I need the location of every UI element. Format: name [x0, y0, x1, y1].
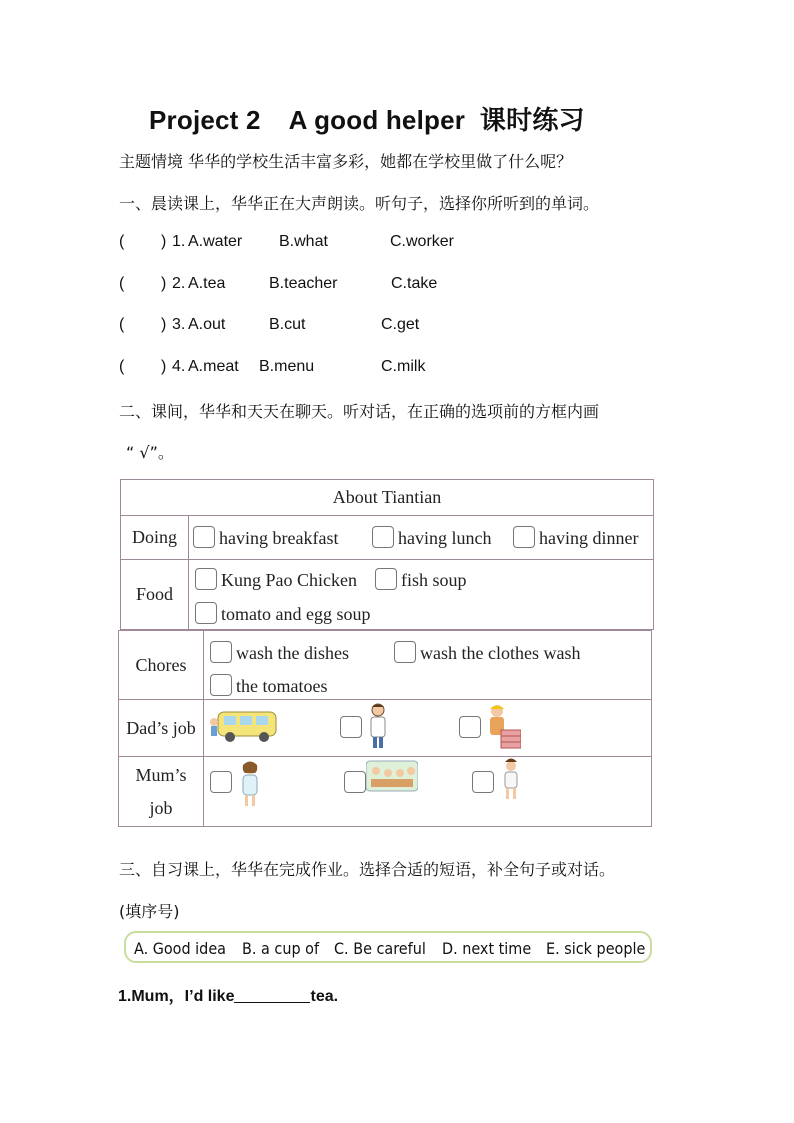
question-number: 4.: [172, 358, 186, 375]
option-a[interactable]: A.tea: [188, 275, 226, 292]
answer-blank[interactable]: [234, 988, 310, 1003]
checkbox[interactable]: [459, 716, 481, 738]
chores-options: [204, 631, 652, 700]
option-a[interactable]: A.meat: [188, 358, 239, 375]
about-tiantian-table-top: [120, 479, 654, 630]
option-c[interactable]: C.take: [391, 275, 438, 292]
option-having-breakfast[interactable]: [193, 526, 338, 549]
about-tiantian-table-bottom: [118, 630, 652, 827]
option-b[interactable]: B.teacher: [269, 275, 338, 292]
row-label-mum-job: [119, 757, 204, 827]
paren-close: ): [161, 316, 167, 333]
mum-job-options: [204, 757, 652, 827]
option-having-lunch[interactable]: [372, 526, 491, 549]
teacher-classroom-icon: [366, 759, 418, 795]
phrase-a: A. Good idea: [134, 939, 226, 958]
paren-close: ): [161, 358, 167, 375]
option-label: having dinner: [539, 528, 639, 548]
row-label-doing: Doing: [121, 516, 189, 560]
option-label: having breakfast: [219, 528, 339, 548]
option-having-dinner[interactable]: [513, 526, 638, 549]
phrase-bank: [124, 931, 652, 963]
mum-job-option-cook[interactable]: [472, 771, 498, 794]
mum-label-line1: Mum’s: [135, 764, 187, 785]
option-label: having lunch: [398, 528, 492, 548]
row-label-dad-job: Dad’s job: [119, 700, 204, 757]
option-a[interactable]: A.out: [188, 316, 226, 333]
question-1: [119, 233, 519, 253]
phrase-d: D. next time: [442, 939, 532, 958]
option-wash-tomatoes[interactable]: [210, 674, 327, 697]
mum-job-option-teacher[interactable]: [344, 771, 370, 794]
food-options: [189, 560, 654, 630]
section3-heading: 三、自习课上，华华在完成作业。选择合适的短语，补全句子或对话。: [119, 860, 616, 879]
paren-close: ): [161, 233, 167, 250]
option-c[interactable]: C.milk: [381, 358, 426, 375]
checkbox[interactable]: [375, 568, 397, 590]
checkbox[interactable]: [210, 641, 232, 663]
worker-icon: [485, 702, 521, 750]
checkbox[interactable]: [340, 716, 362, 738]
section3-note: (填序号): [119, 902, 180, 921]
page-title: [149, 100, 585, 137]
question-4: [119, 358, 519, 378]
phrase-c: C. Be careful: [334, 939, 426, 958]
option-kung-pao-chicken[interactable]: [195, 568, 357, 591]
option-label: wash the clothes wash: [420, 643, 581, 663]
option-label: wash the dishes: [236, 643, 349, 663]
phrase-e: E. sick people: [546, 939, 646, 958]
row-label-food: Food: [121, 560, 189, 630]
paren-open: (: [119, 358, 125, 375]
option-tomato-egg-soup[interactable]: [195, 602, 370, 625]
title-topic: A good helper: [288, 105, 466, 135]
row-label-chores: Chores: [119, 631, 204, 700]
mum-label-line2: job: [149, 797, 173, 818]
doing-options: [189, 516, 654, 560]
checkbox[interactable]: [513, 526, 535, 548]
dad-job-options: [204, 700, 652, 757]
question-number: 1.: [172, 233, 186, 250]
section2-heading-check: “ √”。: [126, 443, 174, 462]
checkbox[interactable]: [394, 641, 416, 663]
question-3: [119, 316, 519, 336]
title-project: Project 2: [149, 105, 261, 135]
dad-job-option-doctor[interactable]: [340, 716, 366, 739]
bus-driver-icon: [210, 708, 282, 744]
cook-icon: [500, 757, 522, 801]
paren-open: (: [119, 316, 125, 333]
option-label: fish soup: [401, 570, 467, 590]
option-c[interactable]: C.worker: [390, 233, 455, 250]
title-cn: 课时练习: [479, 106, 585, 136]
option-b[interactable]: B.cut: [269, 316, 306, 333]
checkbox[interactable]: [195, 568, 217, 590]
option-label: Kung Pao Chicken: [221, 570, 357, 590]
section2-heading: 二、课间，华华和天天在聊天。听对话，在正确的选项前的方框内画: [119, 402, 600, 421]
paren-open: (: [119, 233, 125, 250]
paren-close: ): [161, 275, 167, 292]
nurse-icon: [238, 759, 266, 809]
option-label: the tomatoes: [236, 676, 328, 696]
checkbox[interactable]: [210, 674, 232, 696]
paren-open: (: [119, 275, 125, 292]
question-2: [119, 275, 519, 295]
question-1-suffix: tea.: [310, 988, 339, 1005]
option-b[interactable]: B.what: [279, 233, 328, 250]
checkbox[interactable]: [210, 771, 232, 793]
checkbox[interactable]: [372, 526, 394, 548]
checkbox[interactable]: [193, 526, 215, 548]
doctor-icon: [366, 702, 390, 750]
option-wash-clothes[interactable]: [394, 641, 580, 664]
checkbox[interactable]: [344, 771, 366, 793]
checkbox[interactable]: [472, 771, 494, 793]
section1-heading: 一、晨读课上，华华正在大声朗读。听句子，选择你所听到的单词。: [119, 194, 600, 213]
option-wash-dishes[interactable]: [210, 641, 349, 664]
fill-question-1: [118, 983, 338, 1006]
option-c[interactable]: C.get: [381, 316, 420, 333]
option-b[interactable]: B.menu: [259, 358, 315, 375]
dad-job-option-worker[interactable]: [459, 716, 485, 739]
question-number: 2.: [172, 275, 186, 292]
table-title: About Tiantian: [121, 480, 654, 516]
option-fish-soup[interactable]: [375, 568, 467, 591]
intro-text: 主题情境 华华的学校生活丰富多彩，她都在学校里做了什么呢？: [119, 152, 573, 171]
mum-job-option-nurse[interactable]: [210, 771, 236, 794]
question-number: 3.: [172, 316, 186, 333]
phrase-b: B. a cup of: [242, 939, 320, 958]
checkbox[interactable]: [195, 602, 217, 624]
question-1-prefix: 1.Mum，I’d like: [118, 988, 235, 1005]
option-a[interactable]: A.water: [188, 233, 243, 250]
dad-job-option-bus-driver[interactable]: [210, 708, 282, 749]
option-label: tomato and egg soup: [221, 604, 371, 624]
